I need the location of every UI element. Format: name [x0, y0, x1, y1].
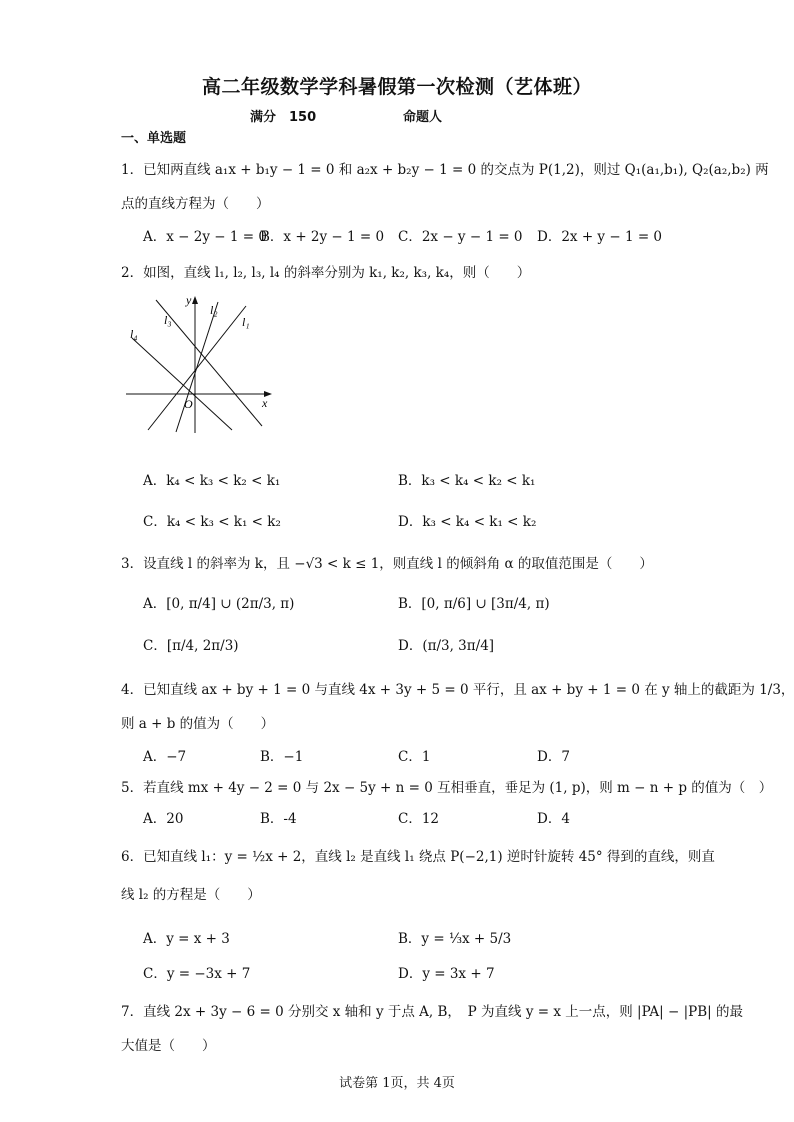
question-6-option-b[interactable]: B．y = ⅓x + 5/3: [398, 931, 512, 947]
question-1-option-d[interactable]: D．2x + y − 1 = 0: [537, 229, 663, 245]
question-5-stem: 5．若直线 mx + 4y − 2 = 0 与 2x − 5y + n = 0 互相垂直，垂足为 (1, p)，则 m − n + p 的值为（ ）: [121, 780, 773, 796]
question-3-option-a[interactable]: A．[0, π/4] ∪ (2π/3, π): [143, 596, 295, 612]
line-l2: [176, 302, 218, 432]
question-1-stem-cont: 点的直线方程为（ ）: [121, 196, 270, 212]
page-title: 高二年级数学学科暑假第一次检测（艺体班）: [201, 76, 592, 98]
question-3-option-b[interactable]: B．[0, π/6] ∪ [3π/4, π): [398, 596, 550, 612]
question-5-option-c[interactable]: C．12: [398, 811, 440, 827]
question-1-stem: 1．已知两直线 a₁x + b₁y − 1 = 0 和 a₂x + b₂y − 1 = 0 的交点为 P(1,2)，则过 Q₁(a₁,b₁), Q₂(a₂,b₂) 两: [121, 162, 769, 178]
question-4-stem: 4．已知直线 ax + by + 1 = 0 与直线 4x + 3y + 5 = 0 平行，且 ax + by + 1 = 0 在 y 轴上的截距为 1/3，: [121, 682, 794, 698]
author-label: 命题人: [403, 110, 443, 125]
question-5-option-b[interactable]: B．-4: [260, 811, 297, 827]
question-1-option-a[interactable]: A．x − 2y − 1 = 0: [143, 229, 267, 245]
line-l4: [132, 338, 232, 430]
question-4-option-a[interactable]: A．−7: [143, 749, 187, 765]
question-7-stem-cont: 大值是（ ）: [121, 1038, 216, 1054]
question-4-option-b[interactable]: B．−1: [260, 749, 304, 765]
question-6-option-d[interactable]: D．y = 3x + 7: [398, 966, 495, 982]
question-3-option-d[interactable]: D．(π/3, 3π/4]: [398, 638, 495, 654]
question-6-option-c[interactable]: C．y = −3x + 7: [143, 966, 251, 982]
label-l4: l₄: [130, 327, 138, 341]
question-2-option-a[interactable]: A．k₄ < k₃ < k₂ < k₁: [143, 473, 281, 489]
page-footer: 试卷第 1页，共 4页: [339, 1076, 455, 1091]
question-1-option-b[interactable]: B．x + 2y − 1 = 0: [260, 229, 385, 245]
question-4-stem-cont: 则 a + b 的值为（ ）: [121, 716, 275, 732]
question-2-option-d[interactable]: D．k₃ < k₄ < k₁ < k₂: [398, 514, 537, 530]
question-3-option-c[interactable]: C．[π/4, 2π/3): [143, 638, 239, 654]
question-5-option-d[interactable]: D．4: [537, 811, 570, 827]
y-axis-arrow-icon: [192, 296, 198, 304]
question-2-stem: 2．如图，直线 l₁, l₂, l₃, l₄ 的斜率分别为 k₁, k₂, k₃, k₄，则（ ）: [121, 265, 531, 281]
question-6-stem-cont: 线 l₂ 的方程是（ ）: [121, 887, 261, 903]
label-l2: l₂: [210, 303, 218, 317]
label-l1: l₁: [242, 315, 250, 329]
score-label: 满分 150: [250, 110, 317, 125]
x-axis-label: x: [262, 396, 268, 410]
question-6-option-a[interactable]: A．y = x + 3: [143, 931, 230, 947]
question-6-stem: 6．已知直线 l₁：y = ½x + 2，直线 l₂ 是直线 l₁ 绕点 P(−2,1) 逆时针旋转 45° 得到的直线，则直: [121, 849, 715, 865]
label-l3: l₃: [164, 313, 172, 327]
question-1-option-c[interactable]: C．2x − y − 1 = 0: [398, 229, 523, 245]
question-2-option-c[interactable]: C．k₄ < k₃ < k₁ < k₂: [143, 514, 281, 530]
question-2-figure: [120, 290, 280, 440]
question-5-option-a[interactable]: A．20: [143, 811, 184, 827]
question-4-option-d[interactable]: D．7: [537, 749, 570, 765]
origin-label: O: [184, 397, 193, 411]
question-2-option-b[interactable]: B．k₃ < k₄ < k₂ < k₁: [398, 473, 536, 489]
question-3-stem: 3．设直线 l 的斜率为 k，且 −√3 < k ≤ 1，则直线 l 的倾斜角 α 的取值范围是（ ）: [121, 556, 653, 572]
section-heading: 一、单选题: [121, 131, 187, 146]
y-axis-label: y: [186, 293, 192, 307]
question-4-option-c[interactable]: C．1: [398, 749, 431, 765]
question-7-stem: 7．直线 2x + 3y − 6 = 0 分别交 x 轴和 y 于点 A, B， P 为直线 y = x 上一点，则 |PA| − |PB| 的最: [121, 1004, 744, 1020]
line-l1: [148, 306, 246, 430]
